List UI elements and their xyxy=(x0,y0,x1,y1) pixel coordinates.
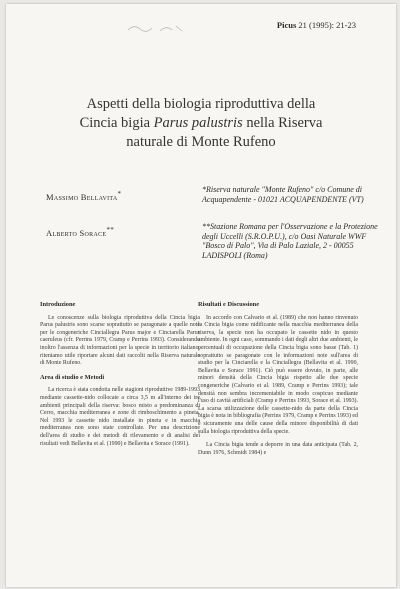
results-paragraph-1: In accordo con Calvario et al. (1989) che non hanno rinvenuto la Cincia bigia come nidificante nella macchia mediterranea della riserva, la specie non ha occupato le cassette nido in questo ambiente. In ogni caso, sommando i dati degli altri due ambienti, le percentuali di occupazione della Cincia bigia sono basse (Tab. 1) soprattutto se paragonate con le informazioni note sull'area di studio per la Cinciarella e la Cinciallegra (Bellavita et al. 1990, Bellavita e Sorace 1991). Ciò può essere dovuto, in parte, alle minori densità della Cincia bigia rispetto alle due specie congeneriche (Calvario et al. 1989, Cramp e Perrins 1993); tale densità non sembra incrementabile in modo cospicuo mediante l'uso di cavità artificiali (Cramp e Perrins 1993, Sorace et al. 1993). La scarsa utilizzazione delle cassette-nido da parte della Cincia bigia è nota in bibliografia (Perrins 1979, Cramp e Perrins 1993) ed è sicuramente una delle cause della minore disponibilità di dati sulla biologia riproduttiva della specie. xyxy=(198,314,358,435)
results-heading: Risultati e Discussione xyxy=(198,301,260,308)
affiliation-1: *Riserva naturale "Monte Rufeno" c/o Comune di Acquapendente - 01021 ACQUAPENDENTE (VT) xyxy=(202,185,364,204)
intro-paragraph: Le conoscenze sulla biologia riproduttiva della Cincia bigia Parus palustris sono scarse soprattutto se paragonate a quelle note per le congeneriche Cinciallegra Parus major e Cinciarella Parus caeruleus (cfr. Perrins 1979, Cramp e Perrins 1993). Considerando inoltro l'assenza di informazioni per la specie in territorio italiano, riteniamo utile riportare alcuni dati raccolti nella Riserva naturale di Monte Rufeno. xyxy=(40,314,200,367)
methods-paragraph: La ricerca è stata condotta nelle stagioni riproduttive 1989-1993 mediante cassette-nido collocate a circa 3,5 m all'interno dei tre ambienti principali della riserva: bosco misto a predominanza di Cerro, macchia mediterranea e zone di rimboschimento a pineta. Nel 1993 le cassette nido installate in pineta e in macchia mediterranea non sono state controllate. Per una descrizione dell'area di studio e dei metodi di rilevamento e di analisi dei risultati vedi Bellavita et al. (1990) e Bellavita e Sorace (1991). xyxy=(40,387,200,447)
author-name: Alberto Sorace xyxy=(46,227,107,238)
journal-name: Picus xyxy=(276,20,297,30)
pencil-scribble xyxy=(126,22,186,34)
author-2: Alberto Sorace** xyxy=(46,226,115,238)
species-name: Parus palustris xyxy=(153,115,243,131)
title-line-2: Cincia bigia Parus palustris nella Riserva xyxy=(79,115,323,131)
title-line-1: Aspetti della biologia riproduttiva della xyxy=(86,96,316,112)
methods-heading: Area di studio e Metodi xyxy=(40,373,105,381)
journal-citation: 21 (1995): 21-23 xyxy=(298,20,356,30)
author-name: Massimo Bellavita xyxy=(46,191,118,202)
right-column xyxy=(198,301,358,587)
results-paragraph-2: La Cincia bigia tende a deporre in una data anticipata (Tab. 2, Dunn 1976, Schmidt 1984) e xyxy=(198,442,358,456)
title-line-3: naturale di Monte Rufeno xyxy=(126,134,276,150)
paper-page xyxy=(6,4,396,587)
author-1: Massimo Bellavita* xyxy=(46,190,122,202)
intro-heading: Introduzione xyxy=(40,301,76,308)
affiliation-2: **Stazione Romana per l'Osservazione e la Protezione degli Uccelli (S.R.O.P.U.), c/o Oasi Naturale WWF "Bosco di Palo", Via di Palo Laziale, 2 - 00055 LADISPOLI (Roma) xyxy=(202,222,378,260)
journal-header xyxy=(277,20,356,30)
left-column xyxy=(40,301,200,587)
article-title xyxy=(36,95,366,152)
